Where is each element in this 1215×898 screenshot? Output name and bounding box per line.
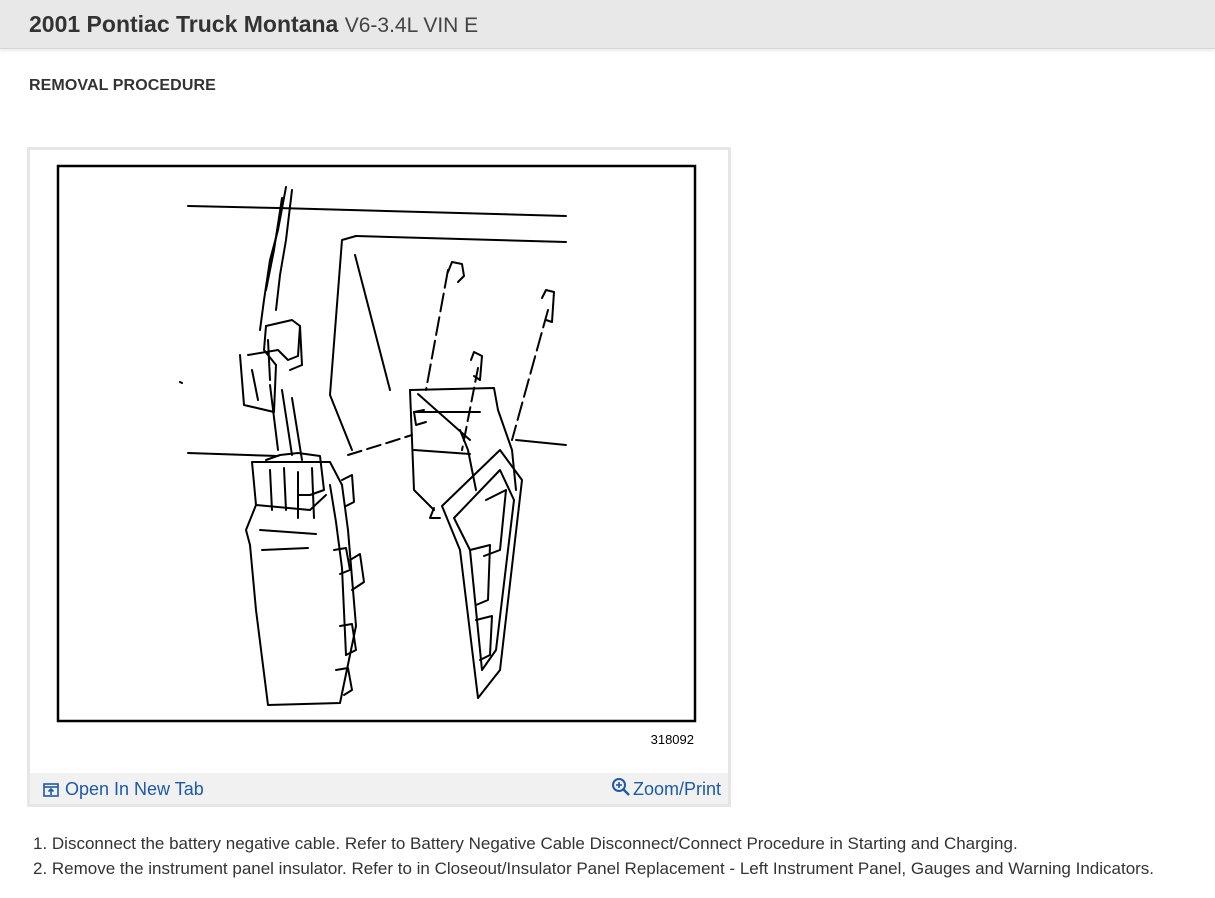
procedure-steps — [33, 831, 1154, 881]
diagram-illustration — [30, 150, 728, 773]
vehicle-name: 2001 Pontiac Truck Montana — [29, 11, 339, 37]
open-in-new-tab-link[interactable] — [43, 777, 204, 801]
zoom-in-icon — [611, 777, 631, 801]
engine-spec: V6-3.4L VIN E — [344, 14, 479, 37]
figure-number: 318092 — [650, 732, 694, 747]
open-in-new-tab-icon — [43, 777, 59, 801]
procedure-step: 2. Remove the instrument panel insulator. Refer to in Closeout/Insulator Panel Replacement - Left Instrument Panel, Gauges and Warning Indicators. — [33, 859, 1155, 878]
open-in-new-tab-label: Open In New Tab — [65, 779, 204, 799]
section-heading: REMOVAL PROCEDURE — [29, 77, 216, 94]
page-title — [29, 10, 478, 40]
zoom-print-link[interactable] — [611, 777, 721, 801]
page-header — [0, 0, 1215, 49]
figure-toolbar — [30, 773, 728, 804]
procedure-step: 1. Disconnect the battery negative cable. Refer to Battery Negative Cable Disconnect/Connect Procedure in Starting and Charging. — [33, 834, 1018, 853]
zoom-print-label: Zoom/Print — [632, 779, 721, 799]
figure-card — [27, 147, 731, 807]
